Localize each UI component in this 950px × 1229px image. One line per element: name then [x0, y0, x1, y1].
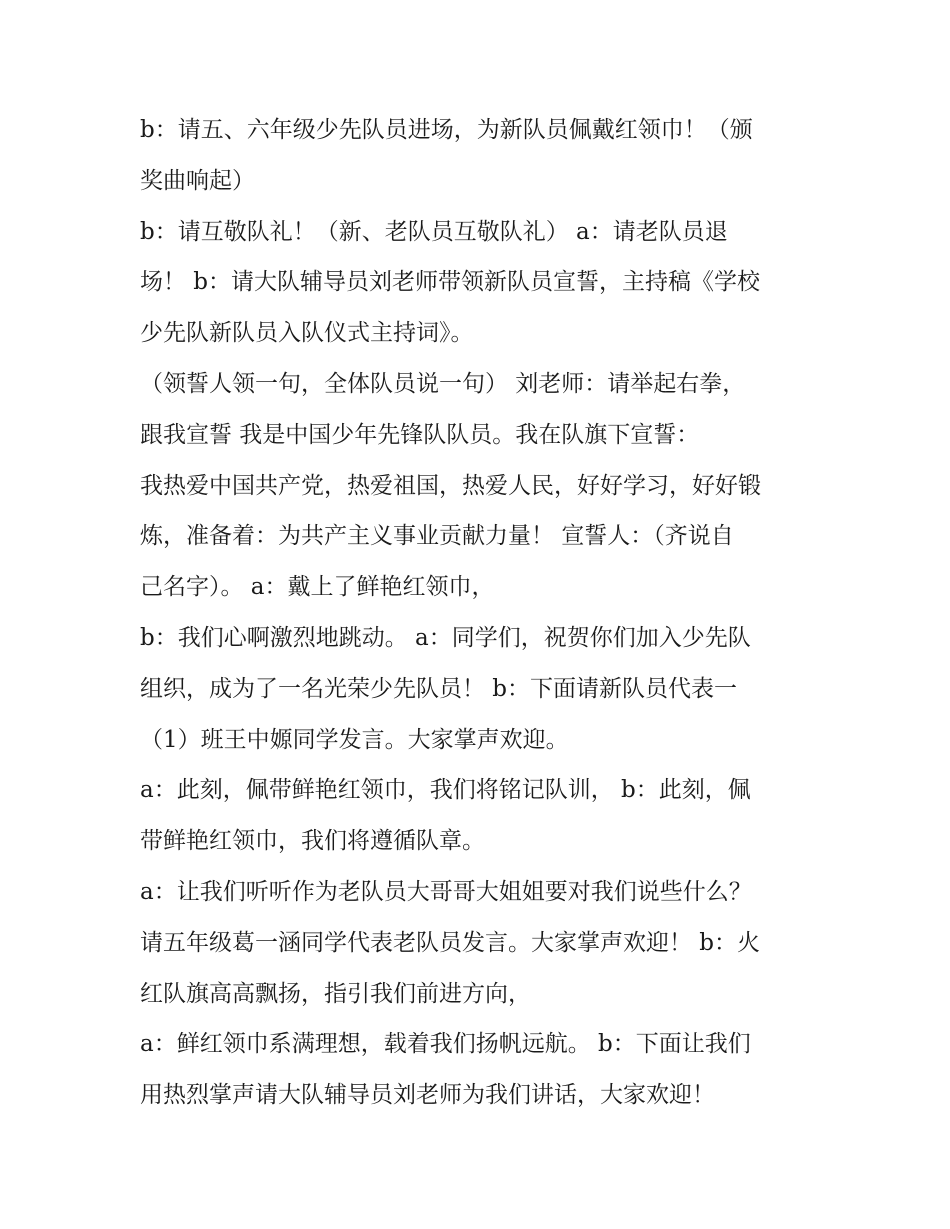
- text-line: 奖曲响起）: [140, 167, 255, 194]
- text-line: 用热烈掌声请大队辅导员刘老师为我们讲话，大家欢迎！: [140, 1082, 715, 1109]
- text-line: 跟我宣誓 我是中国少年先锋队队员。我在队旗下宣誓：: [140, 421, 700, 448]
- document-body: [140, 105, 820, 1121]
- text-line: （领誓人领一句，全体队员说一句） 刘老师：请举起右拳，: [140, 370, 746, 397]
- text-line: （1）班王中嫄同学发言。大家掌声欢迎。: [140, 726, 569, 753]
- text-line: 我热爱中国共产党，热爱祖国，热爱人民，好好学习，好好锻: [140, 472, 761, 499]
- text-line: 场！ b：请大队辅导员刘老师带领新队员宣誓，主持稿《学校: [140, 269, 761, 296]
- text-line: a：此刻，佩带鲜艳红领巾，我们将铭记队训， b：此刻，佩: [140, 777, 751, 804]
- text-line: 己名字）。 a：戴上了鲜艳红领巾，: [140, 574, 495, 601]
- text-line: b：请五、六年级少先队员进场，为新队员佩戴红领巾！（颁: [140, 117, 753, 143]
- text-line: 请五年级葛一涵同学代表老队员发言。大家掌声欢迎！ b：火: [140, 929, 761, 956]
- text-line: 少先队新队员入队仪式主持词》。: [140, 320, 474, 347]
- text-line: a：鲜红领巾系满理想，载着我们扬帆远航。 b：下面让我们: [140, 1031, 751, 1058]
- text-line: 带鲜艳红领巾，我们将遵循队章。: [140, 828, 485, 855]
- text-line: 红队旗高高飘扬，指引我们前进方向，: [140, 980, 531, 1007]
- text-line: b：请互敬队礼！（新、老队员互敬队礼） a：请老队员退: [140, 218, 728, 245]
- text-line: 组织，成为了一名光荣少先队员！ b：下面请新队员代表一: [140, 675, 738, 702]
- text-line: b：我们心啊激烈地跳动。 a：同学们，祝贺你们加入少先队: [140, 624, 751, 651]
- text-line: 炼，准备着：为共产主义事业贡献力量！ 宣誓人：（齐说自: [140, 523, 734, 550]
- text-line: a：让我们听听作为老队员大哥哥大姐姐要对我们说些什么？: [140, 878, 752, 905]
